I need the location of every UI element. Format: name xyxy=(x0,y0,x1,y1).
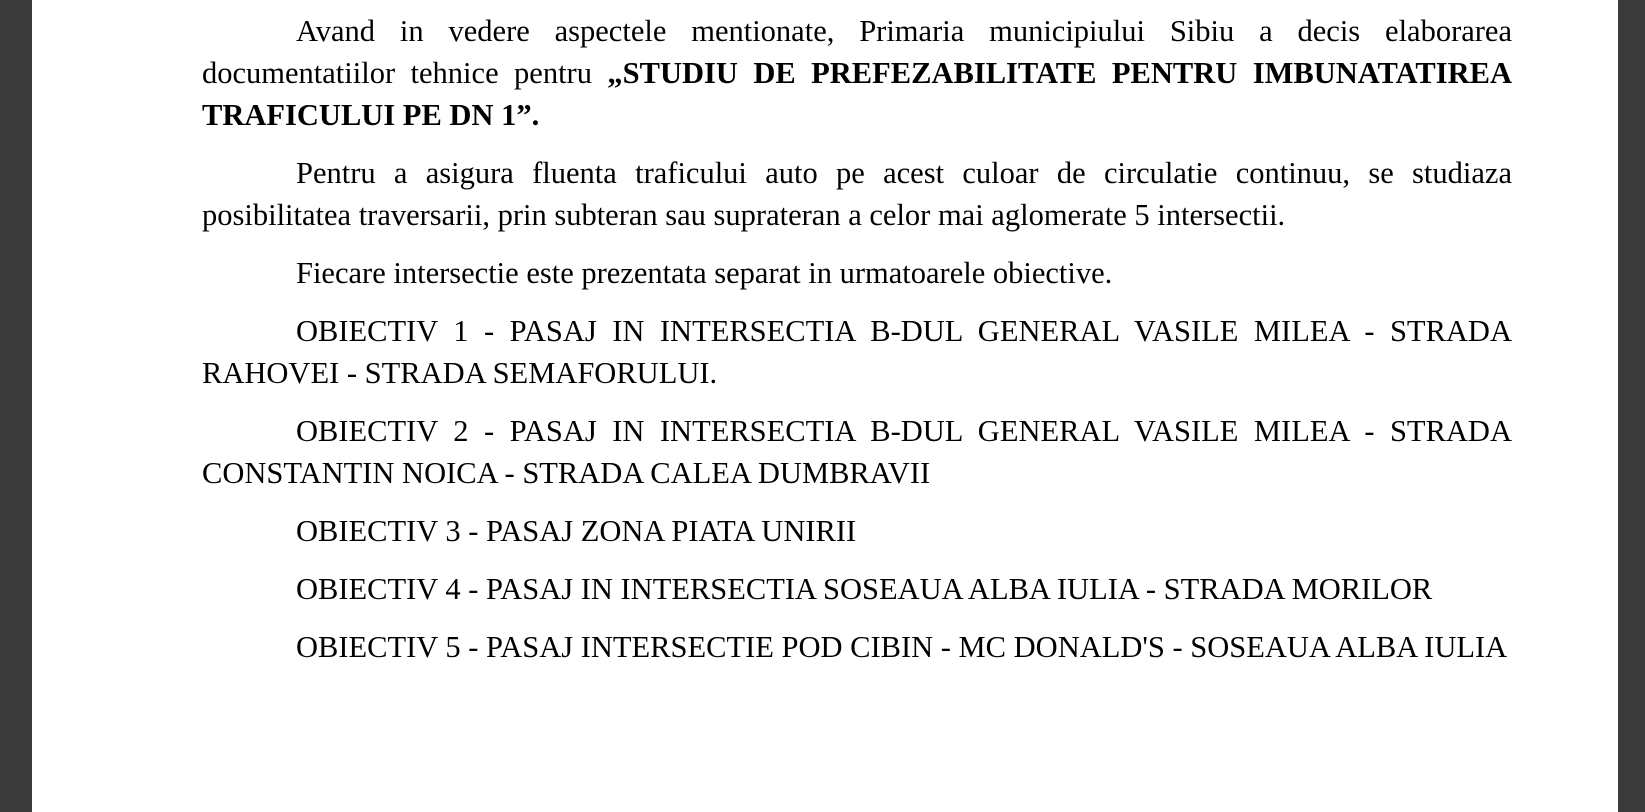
traffic-paragraph: Pentru a asigura fluenta traficului auto pe acest culoar de circulatie continuu, se studiaza posibilitatea traversarii, prin subteran sau suprateran a celor mai aglomerate 5 intersectii. xyxy=(202,156,1512,232)
objectives-intro-paragraph: Fiecare intersectie este prezentata separat in urmatoarele obiective. xyxy=(296,256,1113,290)
objective-3: OBIECTIV 3 - PASAJ ZONA PIATA UNIRII xyxy=(296,514,857,548)
intro-text: Avand in vedere aspectele mentionate, Primaria municipiului Sibiu a decis elaborarea documentatiilor tehnice pentru xyxy=(202,14,1512,90)
objective-5: OBIECTIV 5 - PASAJ INTERSECTIE POD CIBIN - MC DONALD'S - SOSEAUA ALBA IULIA xyxy=(296,630,1508,664)
objective-1: OBIECTIV 1 - PASAJ IN INTERSECTIA B-DUL GENERAL VASILE MILEA - STRADA RAHOVEI - STRADA SEMAFORULUI. xyxy=(202,314,1512,390)
document-page xyxy=(32,0,1618,812)
intro-paragraph xyxy=(202,10,1512,136)
document-body xyxy=(202,10,1512,684)
objective-4: OBIECTIV 4 - PASAJ IN INTERSECTIA SOSEAUA ALBA IULIA - STRADA MORILOR xyxy=(296,572,1433,606)
study-title: „STUDIU DE PREFEZABILITATE PENTRU IMBUNATATIREA TRAFICULUI PE DN 1”. xyxy=(202,56,1512,132)
objective-2: OBIECTIV 2 - PASAJ IN INTERSECTIA B-DUL GENERAL VASILE MILEA - STRADA CONSTANTIN NOICA - STRADA CALEA DUMBRAVII xyxy=(202,414,1512,490)
